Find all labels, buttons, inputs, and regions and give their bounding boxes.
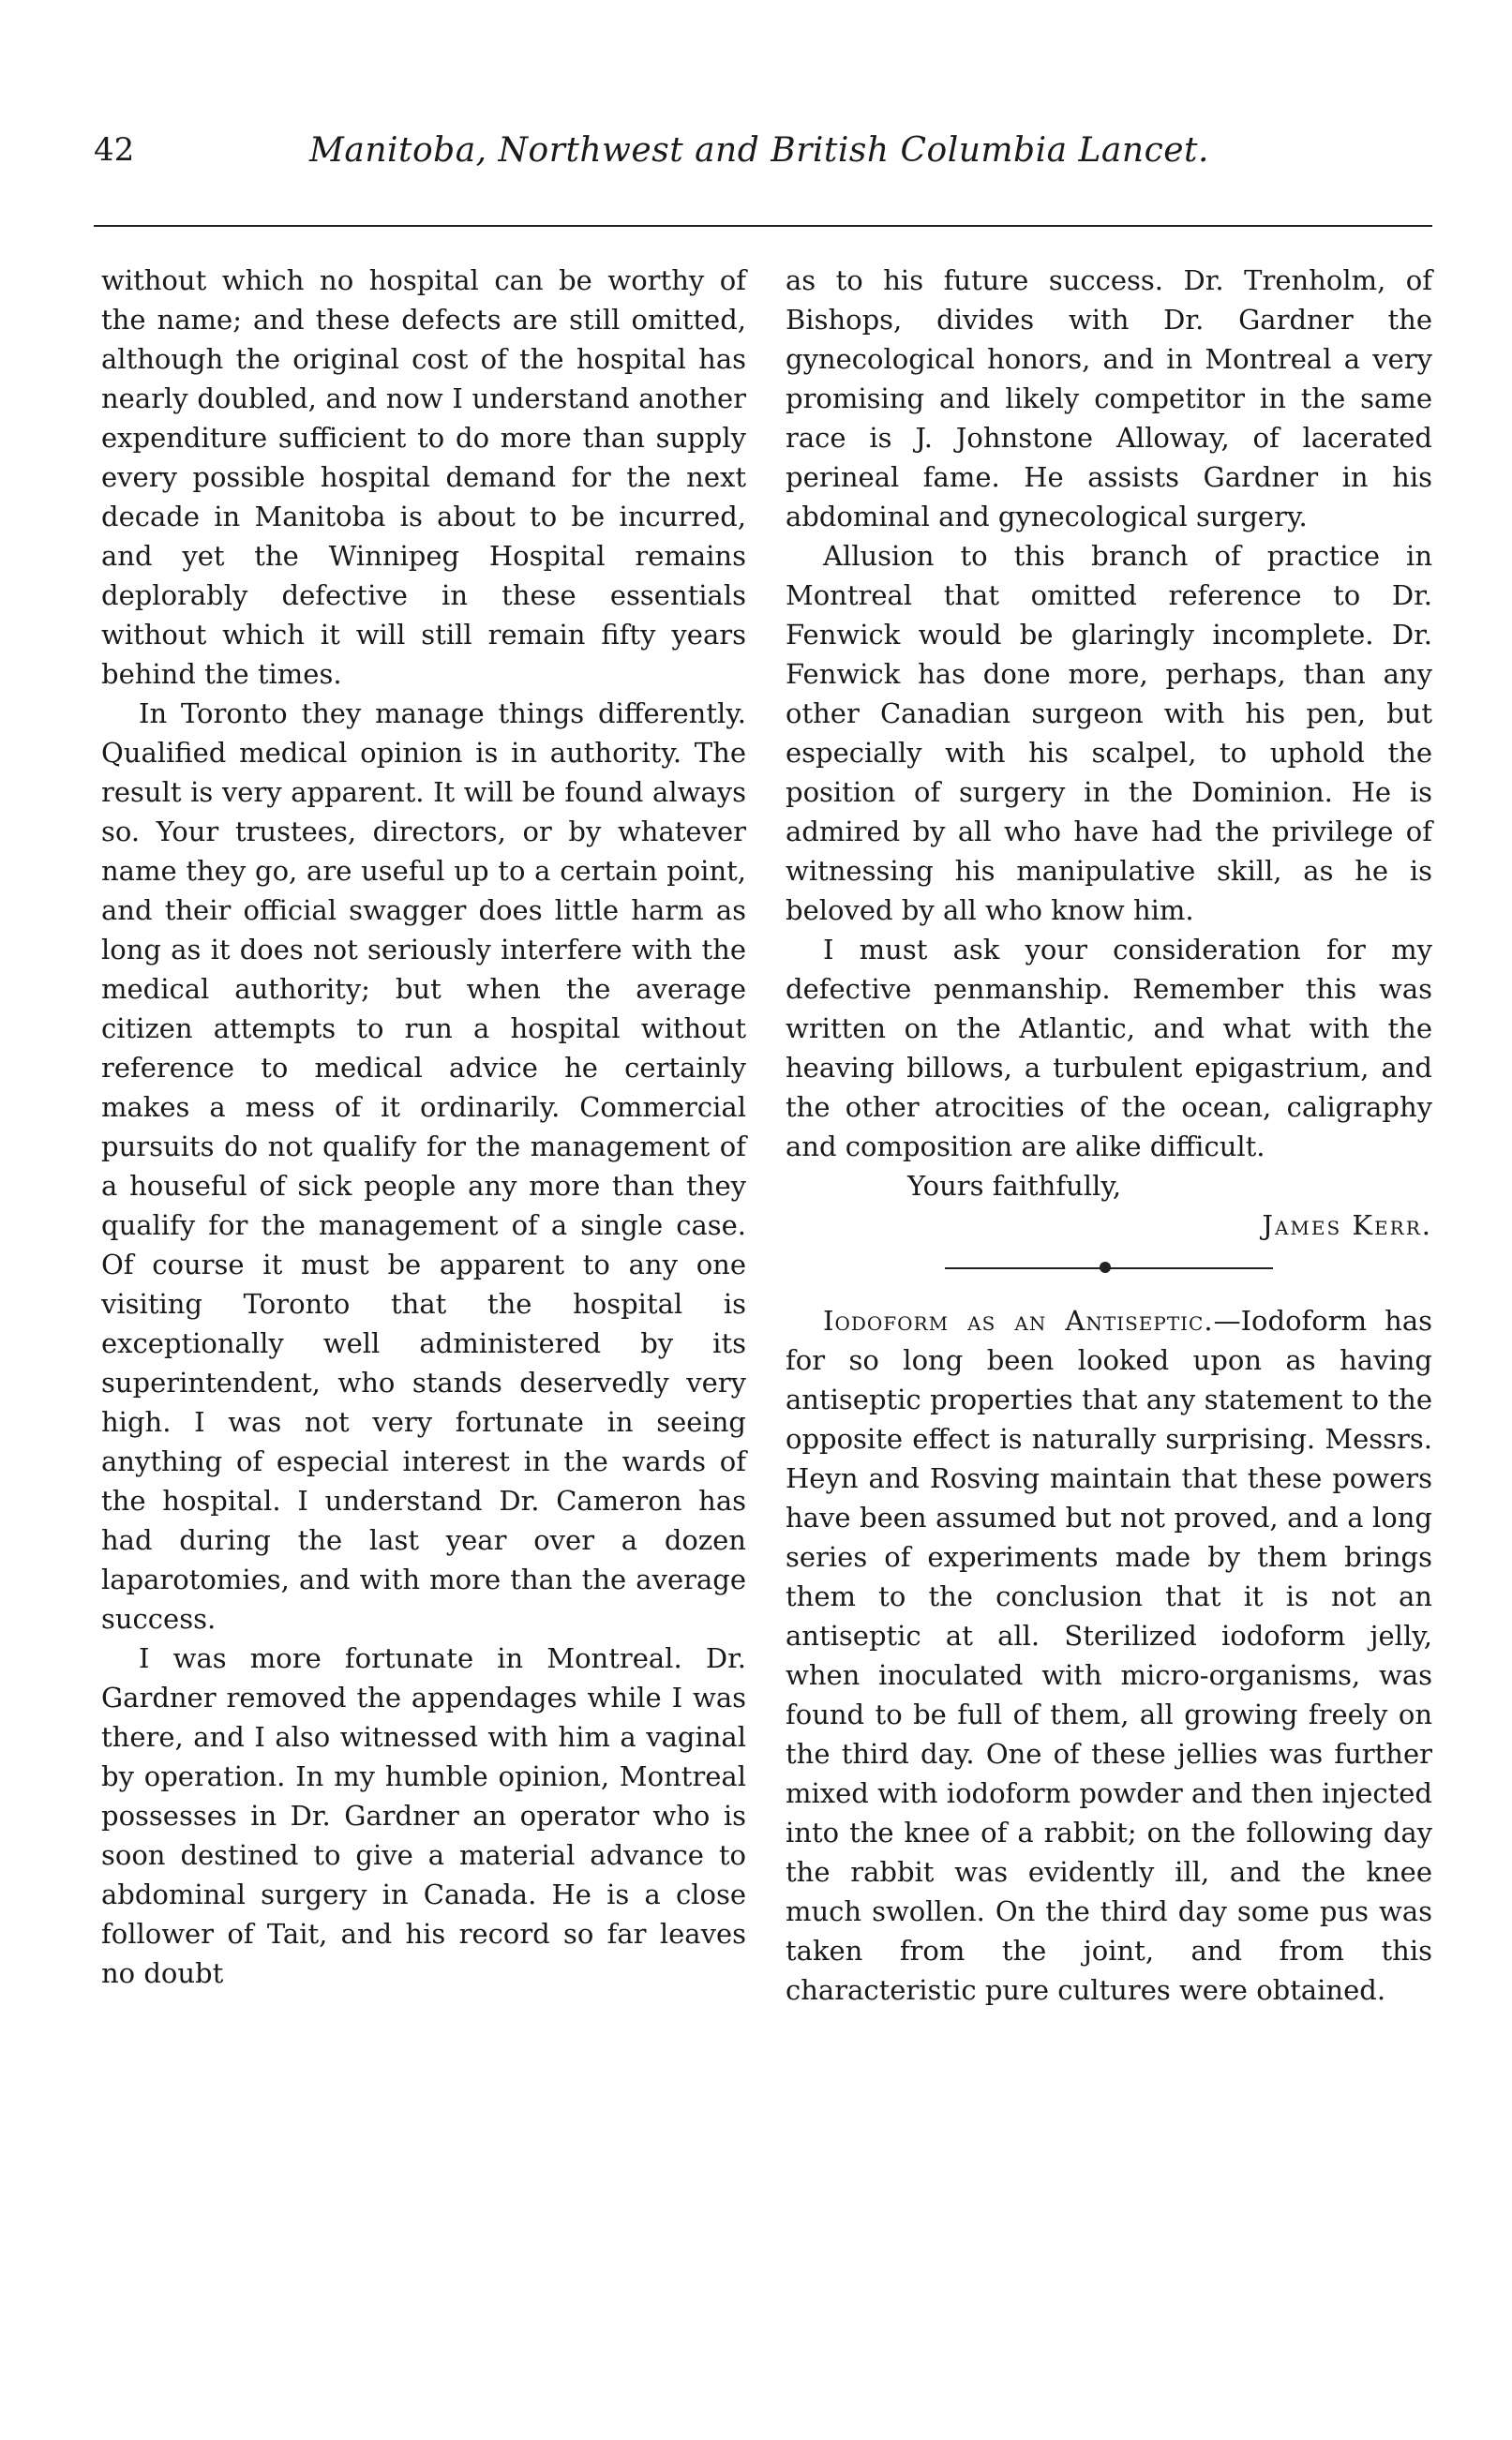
- divider-ornament-icon: [1100, 1262, 1111, 1273]
- running-title: Manitoba, Northwest and British Columbia Lancet.: [309, 131, 1209, 170]
- letter-closing: [786, 1166, 1432, 1245]
- right-paragraph-2: Allusion to this branch of practice in Montreal that omitted reference to Dr. Fenwick would be glaringly incomplete. Dr. Fenwick has done more, perhaps, than any other Canadian surgeon with his pen, but especially with his scalpel, to uphold the position of surgery in the Dominion. He is admired by all who have had the privilege of witnessing his manipulative skill, as he is beloved by all who know him.: [786, 540, 1432, 926]
- left-column: [101, 261, 746, 1993]
- header-rule: [94, 225, 1432, 227]
- section-divider: [786, 1262, 1432, 1275]
- left-paragraph-2: In Toronto they manage things differently. Qualified medical opinion is in authority. The result is very apparent. It will be found always so. Your trustees, directors, or by whatever name they go, are useful up to a certain point, and their official swagger does little harm as long as it does not seriously interfere with the medical authority; but when the average citizen attempts to run a hospital without reference to medical advice he certainly makes a mess of it ordinarily. Commercial pursuits do not qualify for the management of a houseful of sick people any more than they qualify for the management of a single case. Of course it must be apparent to any one visiting Toronto that the hospital is exceptionally well administered by its superintendent, who stands deservedly very high. I was not very fortunate in seeing anything of especial interest in the wards of the hospital. I understand Dr. Cameron has had during the last year over a dozen laparotomies, and with more than the average success.: [101, 697, 746, 1635]
- article-heading: Iodoform as an Antiseptic.: [823, 1305, 1214, 1337]
- closing-salutation: Yours faithfully,: [907, 1170, 1122, 1202]
- article-body: —Iodoform has for so long been looked upon as having antiseptic properties that any statement to the opposite effect is naturally surprising. Messrs. Heyn and Rosving maintain that these powers have been assumed but not proved, and a long series of experiments made by them brings them to the conclusion that it is not an antiseptic at all. Sterilized iodoform jelly, when inoculated with micro-organisms, was found to be full of them, all growing freely on the third day. One of these jellies was further mixed with iodoform powder and then injected into the knee of a rabbit; on the following day the rabbit was evidently ill, and the knee much swollen. On the third day some pus was taken from the joint, and from this characteristic pure cultures were obtained.: [786, 1305, 1433, 2006]
- article-iodoform: [786, 1301, 1432, 2010]
- right-paragraph-3: I must ask your consideration for my defective penmanship. Remember this was written on the Atlantic, and what with the heaving billows, a turbulent epigastrium, and the other atrocities of the ocean, caligraphy and composition are alike difficult.: [786, 934, 1432, 1162]
- left-paragraph-3: I was more fortunate in Montreal. Dr. Gardner removed the appendages while I was there, and I also witnessed with him a vaginal by operation. In my humble opinion, Montreal possesses in Dr. Gardner an operator who is soon destined to give a material advance to abdominal surgery in Canada. He is a close follower of Tait, and his record so far leaves no doubt: [101, 1642, 746, 1989]
- author-signature: James Kerr.: [1262, 1209, 1432, 1241]
- right-paragraph-1: as to his future success. Dr. Trenholm, of Bishops, divides with Dr. Gardner the gynecological honors, and in Montreal a very promising and likely competitor in the same race is J. Johnstone Alloway, of lacerated perineal fame. He assists Gardner in his abdominal and gynecological surgery.: [786, 264, 1432, 532]
- page-header: [94, 131, 1432, 187]
- page-number: 42: [94, 131, 135, 169]
- right-column: [786, 261, 1432, 2010]
- left-paragraph-1: without which no hospital can be worthy of the name; and these defects are still omitted, although the original cost of the hospital has nearly doubled, and now I understand another expenditure sufficient to do more than supply every possible hospital demand for the next decade in Manitoba is about to be incurred, and yet the Winnipeg Hospital remains deplorably defective in these essentials without which it will still remain fifty years behind the times.: [101, 264, 746, 690]
